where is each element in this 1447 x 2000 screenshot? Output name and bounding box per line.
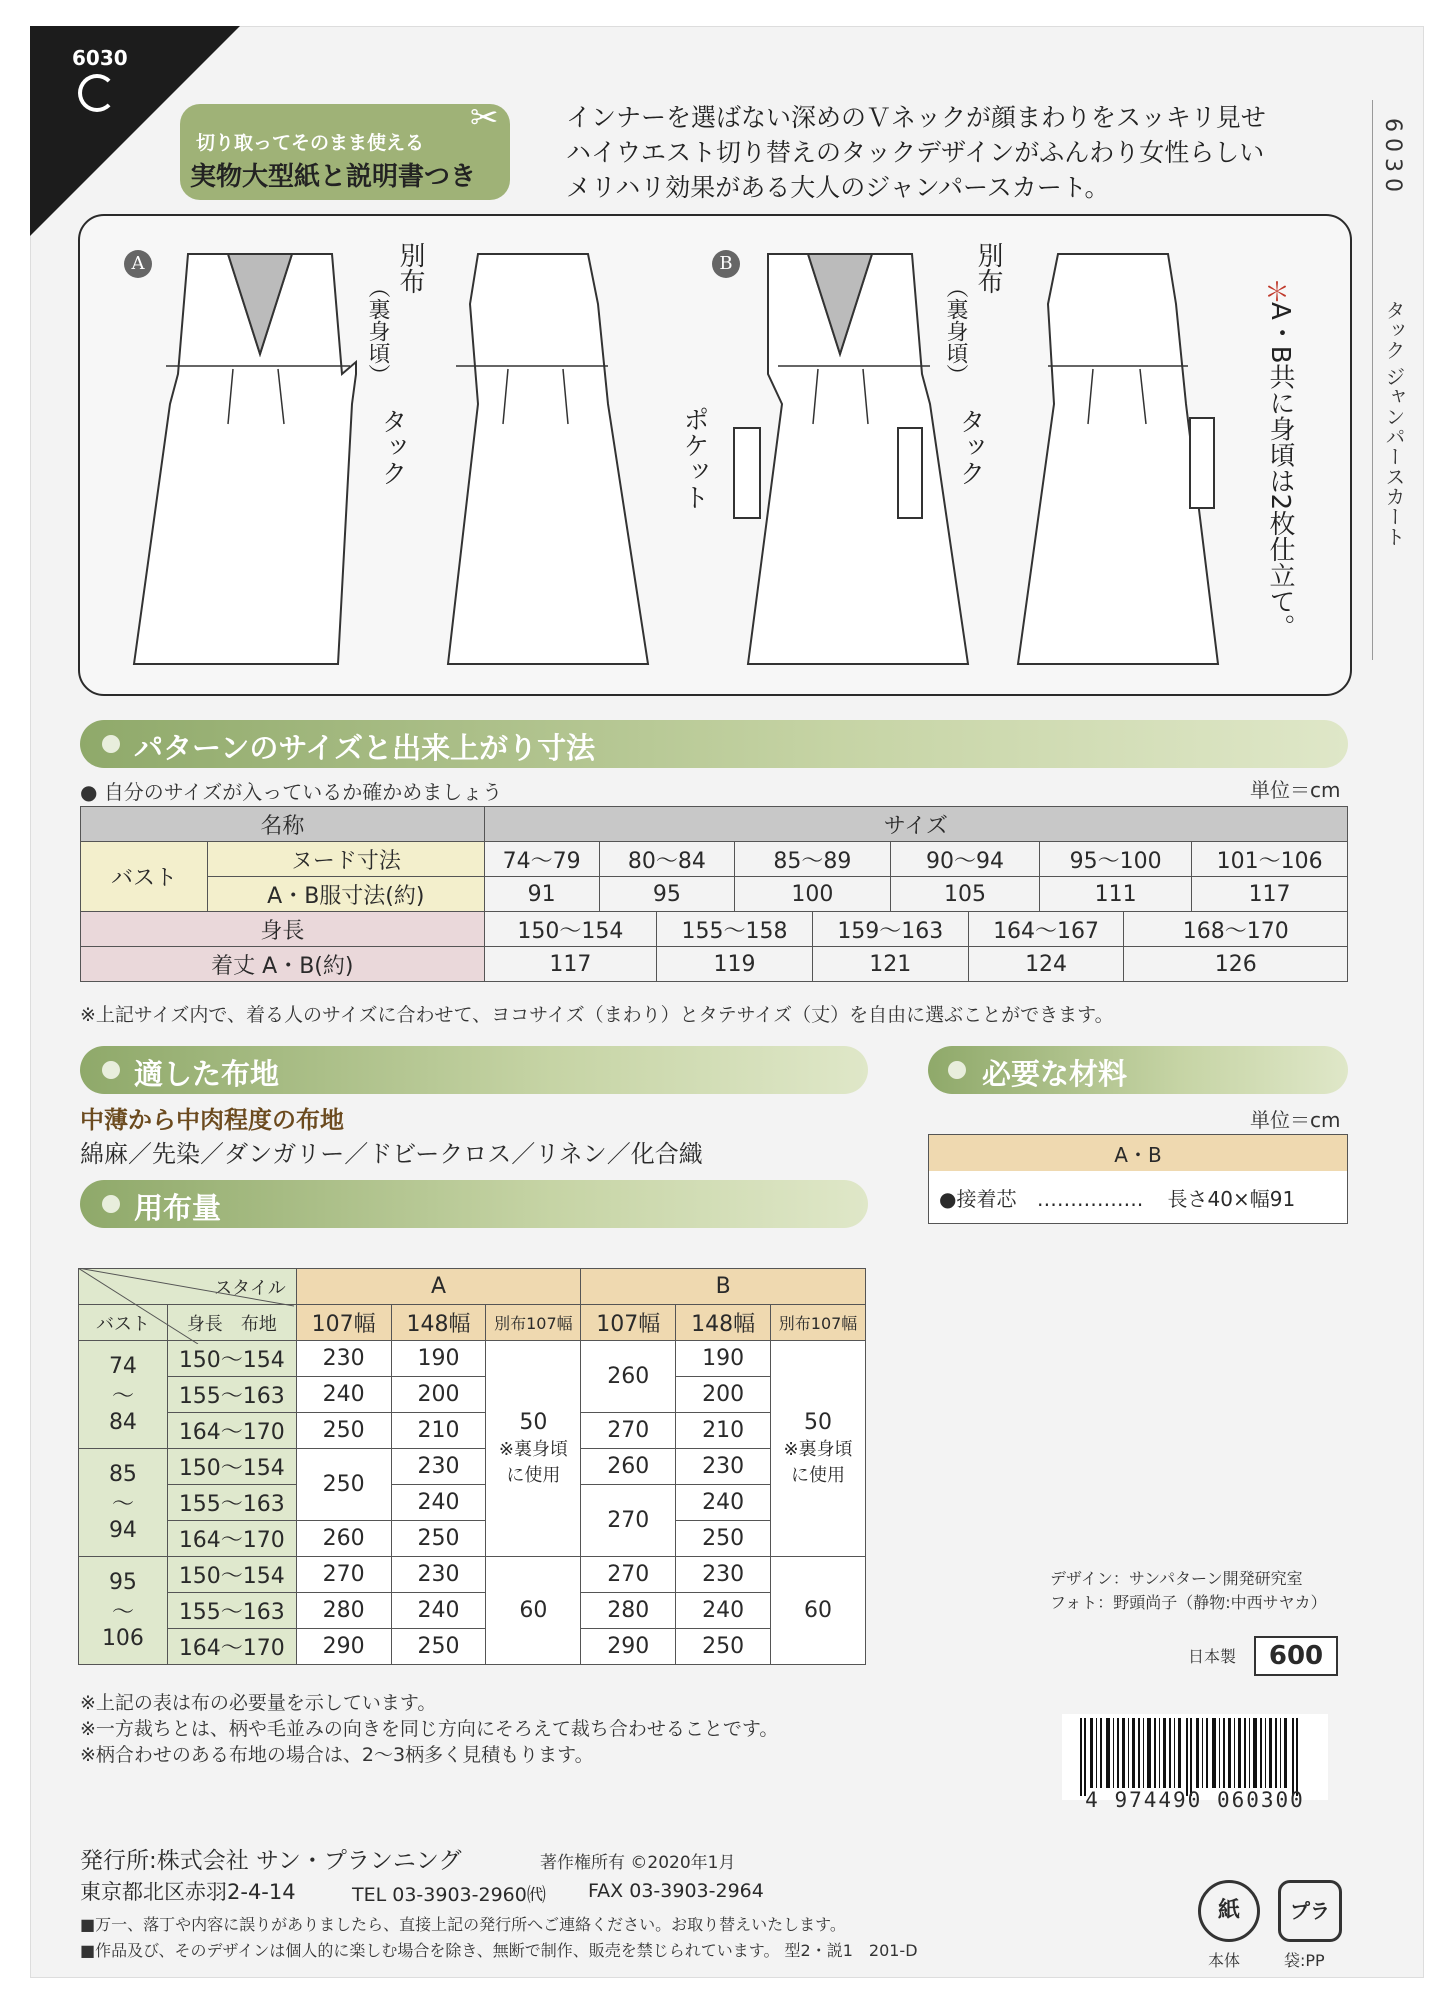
- publisher-note-2: ■作品及び、そのデザインは個人的に楽しむ場合を除き、無断で制作、販売を禁じられています。 型2・説1 201-D: [80, 1941, 918, 1960]
- banner-line2: 実物大型紙と説明書つき: [190, 162, 477, 192]
- price: 600: [1254, 1636, 1338, 1676]
- two-layer-note: A・B共に身頃は2枚仕立て。: [1265, 302, 1295, 641]
- nude-value: 74〜79: [484, 842, 599, 877]
- brand-c-icon: [78, 74, 116, 112]
- a148-cell: 230: [391, 1557, 486, 1593]
- a107-cell: 230: [296, 1341, 391, 1377]
- publisher-fax: FAX 03-3903-2964: [588, 1880, 764, 1902]
- garment-value: 100: [735, 877, 891, 912]
- plastic-recycle-text: プラ: [1290, 1899, 1330, 1923]
- height-value: 168〜170: [1124, 912, 1348, 947]
- height-value: 159〜163: [812, 912, 968, 947]
- yardage-header-diagonals: [78, 1268, 294, 1344]
- yardage-note-1: ※上記の表は布の必要量を示しています。: [80, 1692, 437, 1714]
- publisher-address: 東京都北区赤羽2-4-14: [80, 1880, 296, 1904]
- plastic-recycle-label: 袋:PP: [1284, 1951, 1325, 1970]
- side-code: 6030: [1380, 118, 1405, 198]
- w107-b: 107幅: [581, 1305, 676, 1341]
- size-footnote: ※上記サイズ内で、着る人のサイズに合わせて、ヨコサイズ（まわり）とタテサイズ（丈）を自由に選ぶことができます。: [80, 1004, 1114, 1026]
- b148-cell: 250: [676, 1521, 771, 1557]
- height-cell: 164〜170: [167, 1413, 296, 1449]
- label-betsununo-b: 別布: [973, 242, 1003, 294]
- b148-cell: 190: [676, 1341, 771, 1377]
- yardage-note-2: ※一方裁ちとは、柄や毛並みの向きを同じ方向にそろえて裁ち合わせることです。: [80, 1718, 779, 1740]
- betsu-a-note2: に使用: [506, 1465, 561, 1486]
- a148-cell: 230: [391, 1449, 486, 1485]
- garment-value: 105: [890, 877, 1039, 912]
- yardage-note-3: ※柄合わせのある布地の場合は、2〜3柄多く見積もります。: [80, 1744, 594, 1766]
- betsu-a-cell: [486, 1341, 581, 1557]
- length-value: 124: [968, 947, 1124, 982]
- style-a-header: A: [296, 1269, 581, 1305]
- tilde: 〜: [111, 1384, 134, 1409]
- betsu-b-note2: に使用: [791, 1465, 846, 1486]
- material-size: 長さ40×幅91: [1167, 1186, 1296, 1211]
- b107-cell: 270: [581, 1485, 676, 1557]
- banner-line1: 切り取ってそのまま使える: [196, 132, 425, 154]
- tagline-line1: インナーを選ばない深めのＶネックが顔まわりをスッキリ見せ: [566, 103, 1266, 132]
- w148-a: 148幅: [391, 1305, 486, 1341]
- nude-value: 80〜84: [599, 842, 734, 877]
- fabric-types: 綿麻／先染／ダンガリー／ドビークロス／リネン／化合織: [80, 1140, 703, 1168]
- height-cell: 150〜154: [167, 1449, 296, 1485]
- label-tack-a: タック: [377, 408, 407, 486]
- label-urami-b: （裏身頃）: [943, 276, 968, 386]
- height-cell: 164〜170: [167, 1629, 296, 1665]
- betsu-b-value: 50: [804, 1410, 833, 1435]
- photo-credit: フォト：野頭尚子（静物:中西サヤカ）: [1050, 1593, 1327, 1612]
- b148-cell: 210: [676, 1413, 771, 1449]
- scissors-icon: ✂: [470, 98, 499, 138]
- tilde: 〜: [111, 1492, 134, 1517]
- b148-cell: 250: [676, 1629, 771, 1665]
- barcode-digits: 4 974490 060300: [1085, 1788, 1305, 1812]
- height-label: 身長: [81, 912, 485, 947]
- section-bullet: [948, 1061, 966, 1079]
- publisher-tel: TEL 03-3903-2960㈹: [352, 1884, 546, 1906]
- garment-illustrations: [78, 214, 1348, 692]
- bust-group-1: [79, 1341, 168, 1449]
- a148-cell: 210: [391, 1413, 486, 1449]
- betsu-b-cell: [771, 1341, 866, 1557]
- bust-group-3: [79, 1557, 168, 1665]
- height-cell: 155〜163: [167, 1593, 296, 1629]
- betsu-b-60: 60: [771, 1557, 866, 1665]
- materials-table: [928, 1134, 1348, 1224]
- height-cell: 155〜163: [167, 1377, 296, 1413]
- b107-cell: 260: [581, 1341, 676, 1413]
- wbetsu-b: 別布107幅: [771, 1305, 866, 1341]
- size-header-name: 名称: [81, 807, 485, 842]
- wbetsu-a: 別布107幅: [486, 1305, 581, 1341]
- nude-value: 95〜100: [1040, 842, 1192, 877]
- a148-cell: 240: [391, 1593, 486, 1629]
- style-a-badge: A: [124, 250, 152, 278]
- label-betsununo-a: 別布: [395, 242, 425, 294]
- size-header-size: サイズ: [484, 807, 1347, 842]
- a148-cell: 250: [391, 1629, 486, 1665]
- b148-cell: 230: [676, 1449, 771, 1485]
- a107-cell: 250: [296, 1413, 391, 1449]
- style-header: スタイル: [79, 1269, 297, 1305]
- length-value: 117: [484, 947, 657, 982]
- height-cell: 164〜170: [167, 1521, 296, 1557]
- nude-value: 101〜106: [1192, 842, 1348, 877]
- fabric-weight: 中薄から中肉程度の布地: [80, 1106, 344, 1134]
- bust-bot: 106: [101, 1626, 144, 1651]
- a107-cell: 290: [296, 1629, 391, 1665]
- a148-cell: 250: [391, 1521, 486, 1557]
- height-cell: 150〜154: [167, 1557, 296, 1593]
- design-credit: デザイン：サンパターン開発研究室: [1050, 1569, 1303, 1588]
- pattern-code: 6030: [72, 46, 128, 70]
- bust-top: 74: [108, 1354, 137, 1379]
- materials-section-title: 必要な材料: [982, 1057, 1128, 1091]
- section-bullet: [102, 1061, 120, 1079]
- nude-label: ヌード寸法: [208, 842, 485, 877]
- a107-cell: 240: [296, 1377, 391, 1413]
- section-bullet: [102, 1195, 120, 1213]
- height-value: 150〜154: [484, 912, 657, 947]
- tagline-line2: ハイウエスト切り替えのタックデザインがふんわり女性らしい: [566, 138, 1265, 167]
- betsu-a-60: 60: [486, 1557, 581, 1665]
- size-unit: 単位＝cm: [1250, 778, 1341, 802]
- publisher-name: 発行所:株式会社 サン・プランニング: [80, 1848, 462, 1874]
- height-cell: 155〜163: [167, 1485, 296, 1521]
- length-value: 126: [1124, 947, 1348, 982]
- bust-bot: 84: [108, 1410, 137, 1435]
- a107-cell: 280: [296, 1593, 391, 1629]
- materials-row: ●接着芯 ……………. 長さ40×幅91: [929, 1171, 1348, 1224]
- height-value: 164〜167: [968, 912, 1124, 947]
- garment-value: 111: [1040, 877, 1192, 912]
- garment-value: 95: [599, 877, 734, 912]
- garment-value: 117: [1192, 877, 1348, 912]
- bust-label: バスト: [81, 842, 208, 912]
- copyright: 著作権所有 ©2020年1月: [540, 1853, 736, 1873]
- a148-cell: 190: [391, 1341, 486, 1377]
- made-in: 日本製: [1188, 1647, 1237, 1666]
- bust-top: 85: [108, 1462, 137, 1487]
- bust-col-header: バスト: [79, 1305, 168, 1341]
- a148-cell: 200: [391, 1377, 486, 1413]
- garment-label: A・B服寸法(約): [208, 877, 485, 912]
- side-name: タック ジャンパースカート: [1382, 300, 1406, 547]
- paper-recycle-text: 紙: [1217, 1898, 1240, 1923]
- yardage-section-title: 用布量: [134, 1191, 222, 1225]
- length-value: 121: [812, 947, 968, 982]
- a148-cell: 240: [391, 1485, 486, 1521]
- fabric-section-title: 適した布地: [134, 1057, 280, 1091]
- paper-recycle-label: 本体: [1208, 1951, 1241, 1970]
- size-subnote-text: 自分のサイズが入っているか確かめましょう: [103, 780, 503, 804]
- material-dots: …………….: [1036, 1186, 1144, 1211]
- b107-cell: 270: [581, 1557, 676, 1593]
- material-item: 接着芯: [956, 1186, 1017, 1211]
- b148-cell: 240: [676, 1593, 771, 1629]
- length-label: 着丈 A・B(約): [81, 947, 485, 982]
- betsu-a-note1: ※裏身頃: [498, 1439, 568, 1460]
- height-col-header: 身長: [186, 1313, 223, 1335]
- b107-cell: 270: [581, 1413, 676, 1449]
- nude-value: 85〜89: [735, 842, 891, 877]
- materials-unit: 単位＝cm: [1250, 1108, 1341, 1132]
- fabric-col-header: 布地: [240, 1313, 277, 1335]
- bust-top: 95: [108, 1570, 137, 1595]
- tilde: 〜: [111, 1600, 134, 1625]
- size-subnote: ● 自分のサイズが入っているか確かめましょう: [80, 780, 503, 804]
- a107-cell: 250: [296, 1449, 391, 1521]
- b107-cell: 280: [581, 1593, 676, 1629]
- label-pocket: ポケット: [679, 406, 709, 510]
- b148-cell: 240: [676, 1485, 771, 1521]
- section-bullet: [102, 735, 120, 753]
- note-star: ＊: [1264, 278, 1291, 308]
- materials-header: A・B: [929, 1135, 1348, 1172]
- w107-a: 107幅: [296, 1305, 391, 1341]
- bust-bot: 94: [108, 1518, 137, 1543]
- betsu-a-value: 50: [519, 1410, 548, 1435]
- a107-cell: 270: [296, 1557, 391, 1593]
- bust-group-2: [79, 1449, 168, 1557]
- label-tack-b: タック: [955, 408, 985, 486]
- height-value: 155〜158: [657, 912, 813, 947]
- b148-cell: 200: [676, 1377, 771, 1413]
- height-cell: 150〜154: [167, 1341, 296, 1377]
- style-b-header: B: [581, 1269, 866, 1305]
- label-urami-a: （裏身頃）: [365, 276, 390, 386]
- betsu-b-note1: ※裏身頃: [783, 1439, 853, 1460]
- length-value: 119: [657, 947, 813, 982]
- tagline-line3: メリハリ効果がある大人のジャンパースカート。: [566, 173, 1110, 202]
- size-section-title: パターンのサイズと出来上がり寸法: [134, 731, 596, 765]
- b148-cell: 230: [676, 1557, 771, 1593]
- b107-cell: 290: [581, 1629, 676, 1665]
- w148-b: 148幅: [676, 1305, 771, 1341]
- size-table: [80, 806, 1348, 982]
- nude-value: 90〜94: [890, 842, 1039, 877]
- plastic-recycle-icon: [1278, 1880, 1342, 1942]
- garment-value: 91: [484, 877, 599, 912]
- paper-recycle-icon: [1198, 1880, 1260, 1942]
- style-b-badge: B: [712, 250, 740, 278]
- publisher-note-1: ■万一、落丁や内容に誤りがありましたら、直接上記の発行所へご連絡ください。お取り替えいたします。: [80, 1915, 846, 1934]
- a107-cell: 260: [296, 1521, 391, 1557]
- b107-cell: 260: [581, 1449, 676, 1485]
